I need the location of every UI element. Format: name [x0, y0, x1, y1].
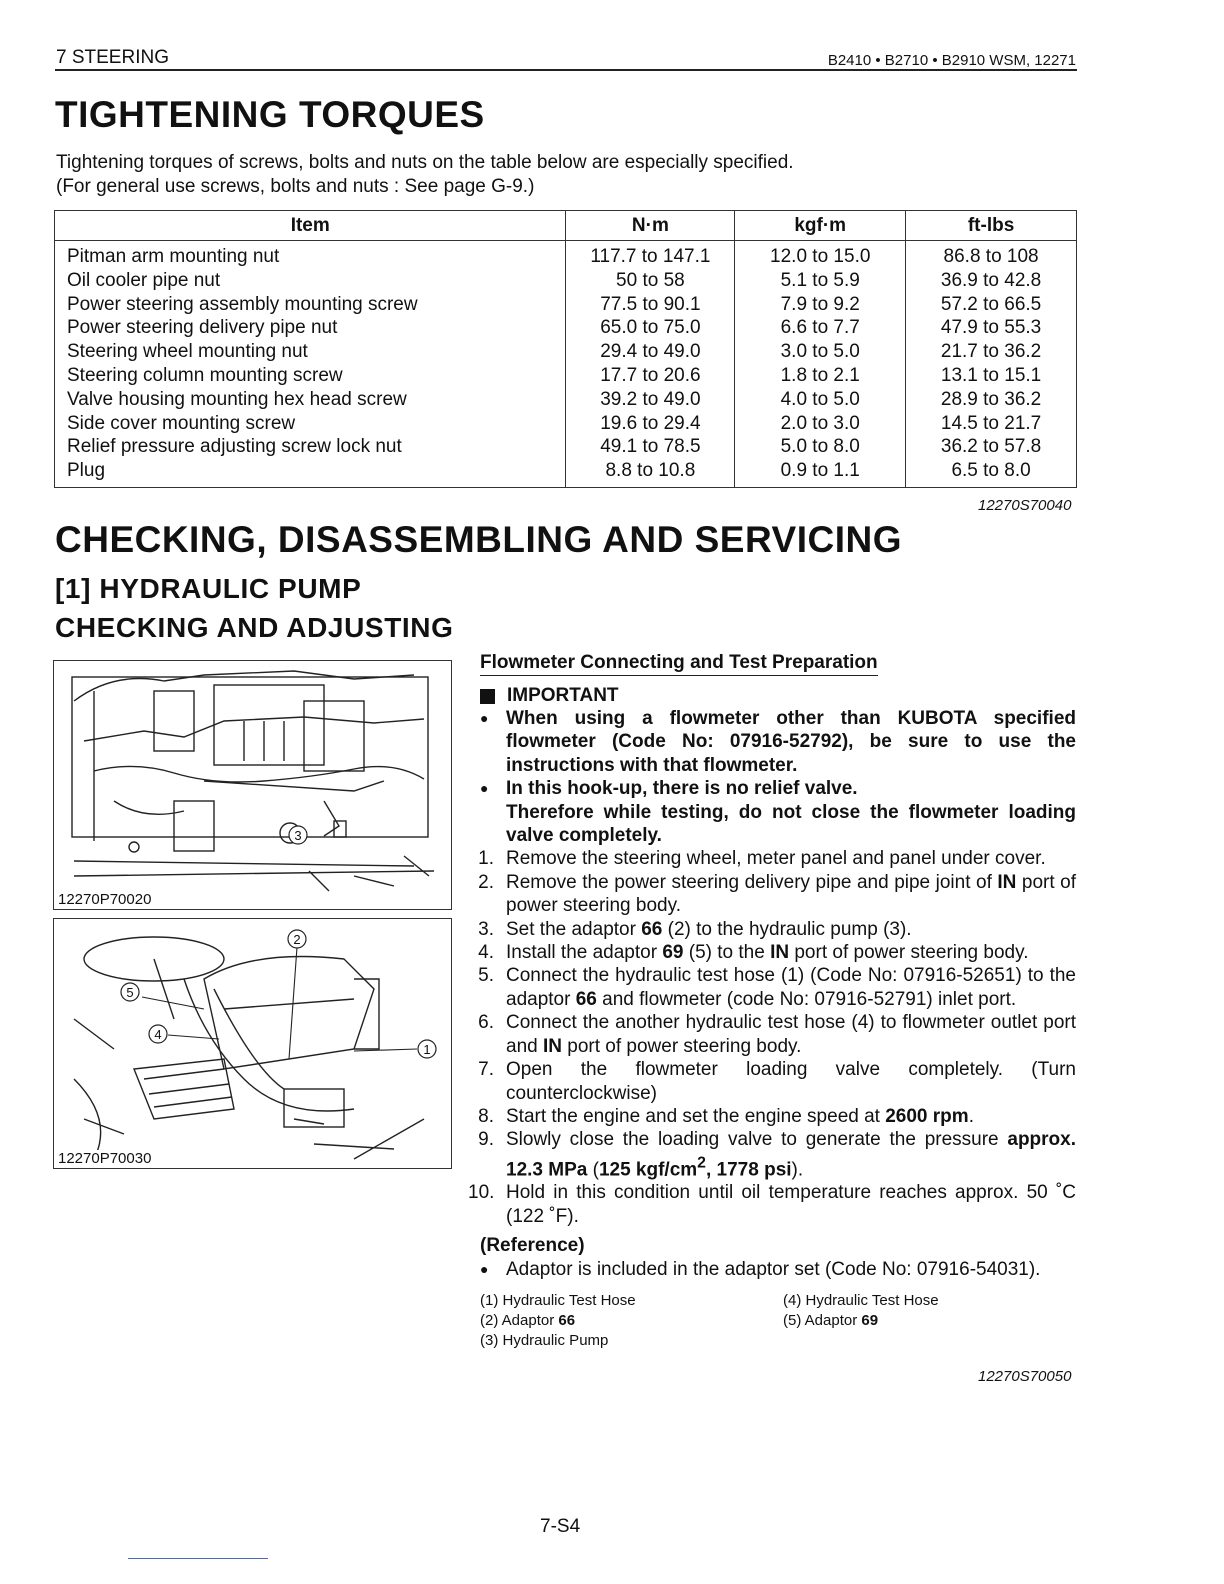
step-3: [480, 918, 1076, 941]
step-text-part: Install the adaptor: [506, 942, 663, 964]
legend-text-bold: 69: [861, 1312, 879, 1330]
cell-kgfm: 5.0 to 8.0: [735, 435, 906, 459]
footer-rule: [128, 1558, 268, 1559]
cell-nm: 77.5 to 90.1: [566, 293, 735, 317]
figure1-code: 12270P70020: [58, 891, 152, 908]
cell-nm: 117.7 to 147.1: [566, 241, 735, 269]
step-text-part: Connect the another hydraulic test hose (4) to flowmeter outlet port and: [506, 1012, 1076, 1057]
cell-ftlbs: 13.1 to 15.1: [906, 364, 1077, 388]
checking-adjusting-title: CHECKING AND ADJUSTING: [55, 612, 454, 643]
important-bullet-2-warning: Therefore while testing, do not close the flowmeter loading valve completely.: [506, 801, 1076, 847]
step-text-bold: IN: [770, 942, 790, 964]
step-number: 5.: [478, 965, 494, 987]
cell-item: Steering column mounting screw: [55, 364, 566, 388]
step-text: Hold in this condition until oil temperature reaches approx. 50 ˚C (122 ˚F).: [506, 1182, 1076, 1227]
cell-kgfm: 7.9 to 9.2: [735, 293, 906, 317]
torque-table: [54, 210, 1077, 488]
cell-kgfm: 2.0 to 3.0: [735, 412, 906, 436]
legend-text: (2) Adaptor: [480, 1312, 559, 1330]
cell-ftlbs: 28.9 to 36.2: [906, 388, 1077, 412]
cell-nm: 65.0 to 75.0: [566, 316, 735, 340]
step-number: 4.: [478, 942, 494, 964]
figure2-callout-4: 4: [154, 1027, 162, 1042]
step-number: 1.: [478, 848, 494, 870]
step-text-bold: 2600 rpm: [885, 1105, 969, 1127]
cell-item: Relief pressure adjusting screw lock nut: [55, 435, 566, 459]
cell-kgfm: 0.9 to 1.1: [735, 459, 906, 487]
bullet-dot-icon: ●: [480, 780, 489, 797]
step-6: [480, 1011, 1076, 1058]
section-header: 7 STEERING: [56, 47, 169, 68]
cell-kgfm: 1.8 to 2.1: [735, 364, 906, 388]
step-text: [506, 1128, 1076, 1181]
bullet-dot-icon: ●: [480, 710, 489, 726]
cell-item: Power steering delivery pipe nut: [55, 316, 566, 340]
legend-text: (5) Adaptor: [783, 1312, 862, 1330]
procedure-column: [468, 652, 1076, 1351]
cell-ftlbs: 86.8 to 108: [906, 241, 1077, 269]
cell-item: Steering wheel mounting nut: [55, 340, 566, 364]
legend-item-4: (4) Hydraulic Test Hose: [783, 1292, 939, 1310]
cell-nm: 17.7 to 20.6: [566, 364, 735, 388]
cell-item: Power steering assembly mounting screw: [55, 293, 566, 317]
step-text-bold: IN: [542, 1035, 562, 1057]
cell-kgfm: 3.0 to 5.0: [735, 340, 906, 364]
step-text-part: port of power steering body.: [789, 942, 1029, 964]
cell-nm: 39.2 to 49.0: [566, 388, 735, 412]
cell-kgfm: 4.0 to 5.0: [735, 388, 906, 412]
step-text-bold: 66: [641, 918, 663, 940]
cell-nm: 29.4 to 49.0: [566, 340, 735, 364]
table-header-row: [55, 211, 1077, 241]
legend-item-5: [783, 1311, 1076, 1331]
procedure-title: Flowmeter Connecting and Test Preparation: [480, 652, 878, 676]
step-text-bold: 125 kgf/cm: [598, 1159, 698, 1181]
table-row: [55, 364, 1077, 388]
figure2-callout-5: 5: [126, 985, 134, 1000]
important-bullet-2: [480, 777, 1076, 847]
cell-kgfm: 6.6 to 7.7: [735, 316, 906, 340]
cell-item: Side cover mounting screw: [55, 412, 566, 436]
cell-item: Pitman arm mounting nut: [55, 241, 566, 269]
torques-code: 12270S70040: [978, 497, 1072, 514]
step-text: Remove the steering wheel, meter panel and panel under cover.: [506, 848, 1046, 870]
important-bullet-1-text: When using a flowmeter other than KUBOTA specified flowmeter (Code No: 07916-52792), be sure to use the instructions with that flowmeter.: [506, 708, 1076, 776]
cell-ftlbs: 36.2 to 57.8: [906, 435, 1077, 459]
step-text-part: (: [587, 1159, 599, 1181]
step-text-bold: approx. 12.3 MPa: [506, 1129, 1076, 1181]
legend-item-1: (1) Hydraulic Test Hose: [480, 1292, 636, 1310]
important-bullet-1: [480, 707, 1076, 777]
cell-ftlbs: 6.5 to 8.0: [906, 459, 1077, 487]
legend-item-2: [480, 1311, 783, 1331]
step-text-part: Remove the power steering delivery pipe and pipe joint of: [506, 871, 998, 893]
table-row: [55, 316, 1077, 340]
step-text-part: and flowmeter (code No: 07916-52791) inlet port.: [596, 988, 1017, 1010]
step-number: 2.: [478, 871, 494, 893]
step-text: [506, 871, 1076, 918]
step-text-part: Start the engine and set the engine speed at: [506, 1105, 886, 1127]
step-text-bold: 66: [575, 988, 597, 1010]
cell-ftlbs: 21.7 to 36.2: [906, 340, 1077, 364]
figure-legend: [480, 1291, 1076, 1351]
step-text-superscript: 2: [697, 1154, 706, 1172]
step-number: 3.: [478, 918, 494, 940]
reference-bullet-text: Adaptor is included in the adaptor set (Code No: 07916-54031).: [506, 1258, 1041, 1280]
cell-kgfm: 5.1 to 5.9: [735, 269, 906, 293]
step-text-part: Slowly close the loading valve to generate the pressure: [506, 1129, 1008, 1151]
step-text: [506, 918, 1076, 941]
table-row: [55, 388, 1077, 412]
step-text: [506, 1105, 1076, 1128]
checking-title: CHECKING, DISASSEMBLING AND SERVICING: [55, 519, 902, 560]
col-header-ftlbs: ft-lbs: [906, 211, 1077, 241]
step-text-bold: IN: [997, 871, 1017, 893]
step-9: [480, 1128, 1076, 1181]
cell-ftlbs: 47.9 to 55.3: [906, 316, 1077, 340]
step-number: 10.: [468, 1182, 495, 1204]
table-row: [55, 293, 1077, 317]
legend-item-3: (3) Hydraulic Pump: [480, 1332, 609, 1350]
step-text-part: port of power steering body.: [506, 871, 1076, 917]
step-number: 8.: [478, 1105, 494, 1127]
reference-bullet: [480, 1258, 1076, 1281]
cell-item: Oil cooler pipe nut: [55, 269, 566, 293]
intro-line-2: (For general use screws, bolts and nuts : See page G-9.): [56, 176, 535, 197]
step-7: [480, 1058, 1076, 1105]
procedure-steps: [468, 847, 1076, 1228]
step-4: [480, 941, 1076, 964]
step-text-part: (5) to the: [683, 942, 771, 964]
intro-line-1: Tightening torques of screws, bolts and nuts on the table below are especially specified.: [56, 152, 794, 173]
cell-kgfm: 12.0 to 15.0: [735, 241, 906, 269]
important-heading: [480, 685, 1076, 707]
step-number: 7.: [478, 1059, 494, 1081]
col-header-kgfm: kgf·m: [735, 211, 906, 241]
cell-nm: 49.1 to 78.5: [566, 435, 735, 459]
cell-ftlbs: 36.9 to 42.8: [906, 269, 1077, 293]
step-text-part: (2) to the hydraulic pump (3).: [662, 918, 912, 940]
step-text-bold: 69: [662, 942, 684, 964]
table-row: [55, 269, 1077, 293]
col-header-nm: N·m: [566, 211, 735, 241]
procedure-code: 12270S70050: [978, 1368, 1072, 1385]
table-row: [55, 340, 1077, 364]
step-2: [480, 871, 1076, 918]
cell-nm: 50 to 58: [566, 269, 735, 293]
figure2-callout-1: 1: [423, 1042, 431, 1057]
flowmeter-hookup-illustration: [54, 919, 451, 1168]
step-text-bold: , 1778 psi: [705, 1159, 792, 1181]
table-row: [55, 412, 1077, 436]
figure2-callout-2: 2: [293, 932, 301, 947]
step-text-part: Set the adaptor: [506, 918, 642, 940]
step-number: 9.: [478, 1129, 494, 1151]
step-8: [480, 1105, 1076, 1128]
step-text-part: port of power steering body.: [561, 1035, 802, 1057]
engine-pump-illustration: [54, 661, 451, 909]
torques-intro: [56, 151, 794, 199]
torques-title: TIGHTENING TORQUES: [55, 94, 485, 135]
cell-ftlbs: 14.5 to 21.7: [906, 412, 1077, 436]
important-square-icon: [480, 689, 495, 704]
step-number: 6.: [478, 1012, 494, 1034]
step-text: Open the flowmeter loading valve completely. (Turn counterclockwise): [506, 1059, 1076, 1104]
cell-nm: 8.8 to 10.8: [566, 459, 735, 487]
table-row: [55, 241, 1077, 269]
pump-section-title: [1] HYDRAULIC PUMP: [55, 573, 362, 604]
step-text: [506, 1011, 1076, 1058]
important-bullet-2-line: In this hook-up, there is no relief valve.: [506, 778, 858, 800]
table-row: [55, 459, 1077, 487]
header-rule: [55, 69, 1077, 71]
cell-ftlbs: 57.2 to 66.5: [906, 293, 1077, 317]
model-header: B2410 • B2710 • B2910 WSM, 12271: [827, 52, 1076, 69]
figure1-callout-3: 3: [294, 828, 302, 843]
step-text-part: ).: [791, 1159, 804, 1181]
step-1: [480, 847, 1076, 870]
step-text-part: .: [968, 1105, 974, 1127]
figure-engine-pump: [53, 660, 452, 910]
reference-title: (Reference): [480, 1235, 585, 1257]
legend-text-bold: 66: [558, 1312, 576, 1330]
figure-flowmeter-hookup: [53, 918, 452, 1169]
table-row: [55, 435, 1077, 459]
col-header-item: Item: [55, 211, 566, 241]
step-text: [506, 941, 1076, 964]
page-number: 7-S4: [540, 1516, 581, 1537]
cell-item: Plug: [55, 459, 566, 487]
step-10: [468, 1181, 1076, 1228]
cell-item: Valve housing mounting hex head screw: [55, 388, 566, 412]
step-text-part: Connect the hydraulic test hose (1) (Code No: 07916-52651) to the adaptor: [506, 965, 1076, 1010]
step-text: [506, 964, 1076, 1011]
step-5: [480, 964, 1076, 1011]
important-label: IMPORTANT: [507, 685, 619, 706]
bullet-dot-icon: ●: [480, 1260, 489, 1277]
figure2-code: 12270P70030: [58, 1150, 152, 1167]
cell-nm: 19.6 to 29.4: [566, 412, 735, 436]
